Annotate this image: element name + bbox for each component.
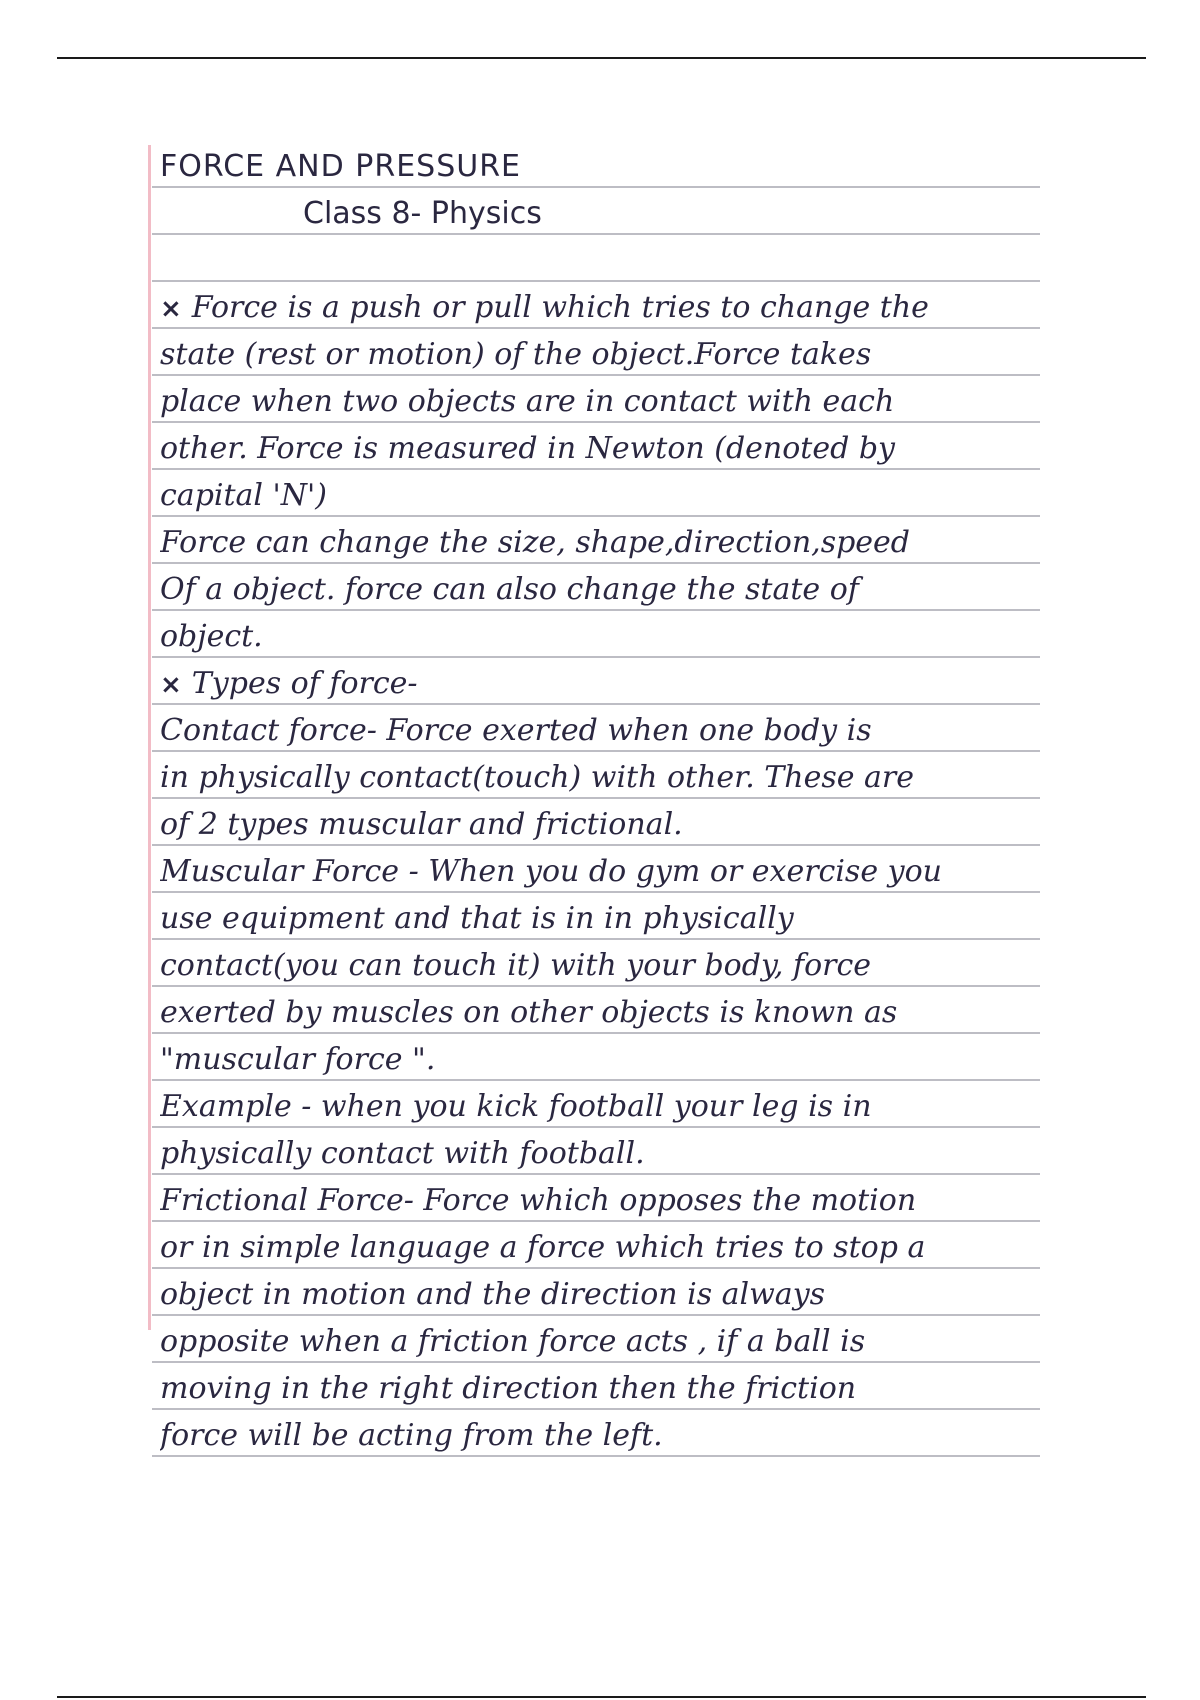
- ruled-line: [152, 280, 1040, 282]
- note-line-text: object in motion and the direction is always: [160, 1277, 826, 1312]
- bottom-border-line: [57, 1696, 1146, 1698]
- note-line: [160, 1131, 1040, 1177]
- note-line-text: Force can change the size, shape,direction,speed: [160, 525, 910, 560]
- note-line-text: state (rest or motion) of the object.Force takes: [160, 337, 872, 372]
- note-line: [160, 1319, 1040, 1365]
- note-line-text: physically contact with football.: [160, 1136, 645, 1171]
- note-line-text: moving in the right direction then the friction: [160, 1371, 857, 1406]
- note-line-text: Muscular Force - When you do gym or exercise you: [160, 854, 942, 889]
- page-title: FORCE AND PRESSURE: [160, 149, 521, 184]
- note-line-text: Example - when you kick football your leg is in: [160, 1089, 872, 1124]
- note-line-text: use equipment and that is in in physically: [160, 901, 794, 936]
- note-line: [160, 1366, 1040, 1412]
- note-line-text: Contact force- Force exerted when one body is: [160, 713, 872, 748]
- note-line: [160, 943, 1040, 989]
- note-line-text: other. Force is measured in Newton (denoted by: [160, 431, 895, 466]
- top-border-line: [57, 57, 1146, 59]
- note-line-text: Types of force-: [191, 666, 418, 701]
- note-line: [160, 1413, 1040, 1459]
- note-line: [160, 849, 1040, 895]
- note-line-text: Of a object. force can also change the state of: [160, 572, 859, 607]
- note-line-text: "muscular force ".: [160, 1042, 436, 1077]
- note-line: [160, 426, 1040, 472]
- note-line: [160, 379, 1040, 425]
- notebook-page: [148, 140, 1040, 1460]
- note-line: [160, 661, 1040, 707]
- note-line: [160, 1037, 1040, 1083]
- note-line: [160, 567, 1040, 613]
- note-line-text: opposite when a friction force acts , if a ball is: [160, 1324, 866, 1359]
- note-line: [160, 520, 1040, 566]
- note-line: [160, 1084, 1040, 1130]
- note-line: [160, 755, 1040, 801]
- note-line-text: of 2 types muscular and frictional.: [160, 807, 683, 842]
- bullet-cross-icon: ×: [160, 294, 182, 324]
- note-line-text: in physically contact(touch) with other. These are: [160, 760, 915, 795]
- note-line-text: or in simple language a force which tries to stop a: [160, 1230, 926, 1265]
- note-line: [160, 990, 1040, 1036]
- note-line-text: exerted by muscles on other objects is known as: [160, 995, 898, 1030]
- note-line-text: Force is a push or pull which tries to change the: [191, 290, 929, 325]
- bullet-cross-icon: ×: [160, 670, 182, 700]
- note-line-text: place when two objects are in contact with each: [160, 384, 895, 419]
- note-line-text: force will be acting from the left.: [160, 1418, 663, 1453]
- note-line: [160, 1178, 1040, 1224]
- note-line: [160, 285, 1040, 331]
- notebook-margin-line: [148, 145, 151, 1330]
- note-line-text: capital 'N'): [160, 478, 328, 513]
- note-line: [160, 473, 1040, 519]
- note-line: [160, 332, 1040, 378]
- page-subtitle: Class 8- Physics: [303, 196, 542, 231]
- note-line: [160, 708, 1040, 754]
- note-line: [160, 614, 1040, 660]
- note-line: [160, 1272, 1040, 1318]
- note-line: [160, 896, 1040, 942]
- note-line-text: object.: [160, 619, 263, 654]
- note-line: [160, 802, 1040, 848]
- note-line: [160, 1225, 1040, 1271]
- note-line-text: Frictional Force- Force which opposes the motion: [160, 1183, 917, 1218]
- note-line-text: contact(you can touch it) with your body, force: [160, 948, 872, 983]
